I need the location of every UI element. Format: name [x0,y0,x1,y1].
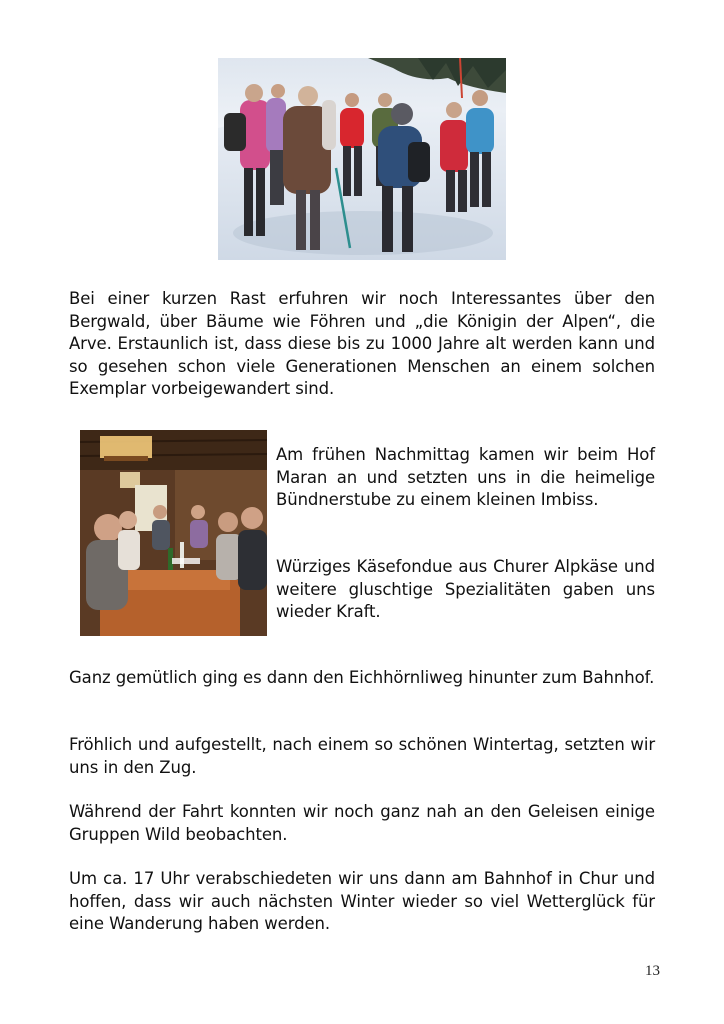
paragraph-kaesefondue: Würziges Käsefondue aus Churer Alpkäse und weitere gluschtige Spezialitäten gaben uns wieder Kraft. [276,557,655,621]
paragraph-zug: Fröhlich und aufgestellt, nach einem so schönen Wintertag, setzten wir uns in den Zug. [69,735,655,777]
paragraph-rast: Bei einer kurzen Rast erfuhren wir noch Interessantes über den Bergwald, über Bäume wie Föhren und „die Königin der Alpen“, die Arve. Erstaunlich ist, dass diese bis zu 1000 Jahre alt werden kann und so gesehen schon viele Generationen Menschen an einem solchen Exemplar vorbeigewandert sind. [69,289,655,398]
paragraph-wild: Während der Fahrt konnten wir noch ganz nah an den Geleisen einige Gruppen Wild beobachten. [69,802,655,844]
paragraph-abschied: Um ca. 17 Uhr verabschiedeten wir uns dann am Bahnhof in Chur und hoffen, dass wir auch nächsten Winter wieder so viel Wetterglück für eine Wanderung haben werden. [69,869,655,933]
photo-hikers-snow [218,58,506,260]
paragraph-eichhoernliweg: Ganz gemütlich ging es dann den Eichhörnliweg hinunter zum Bahnhof. [69,668,655,687]
paragraph-nachmittag: Am frühen Nachmittag kamen wir beim Hof Maran an und setzten uns in die heimelige Bündnerstube zu einem kleinen Imbiss. [276,445,655,509]
photo-buendnerstube [80,430,267,636]
page-number: 13 [645,963,660,979]
